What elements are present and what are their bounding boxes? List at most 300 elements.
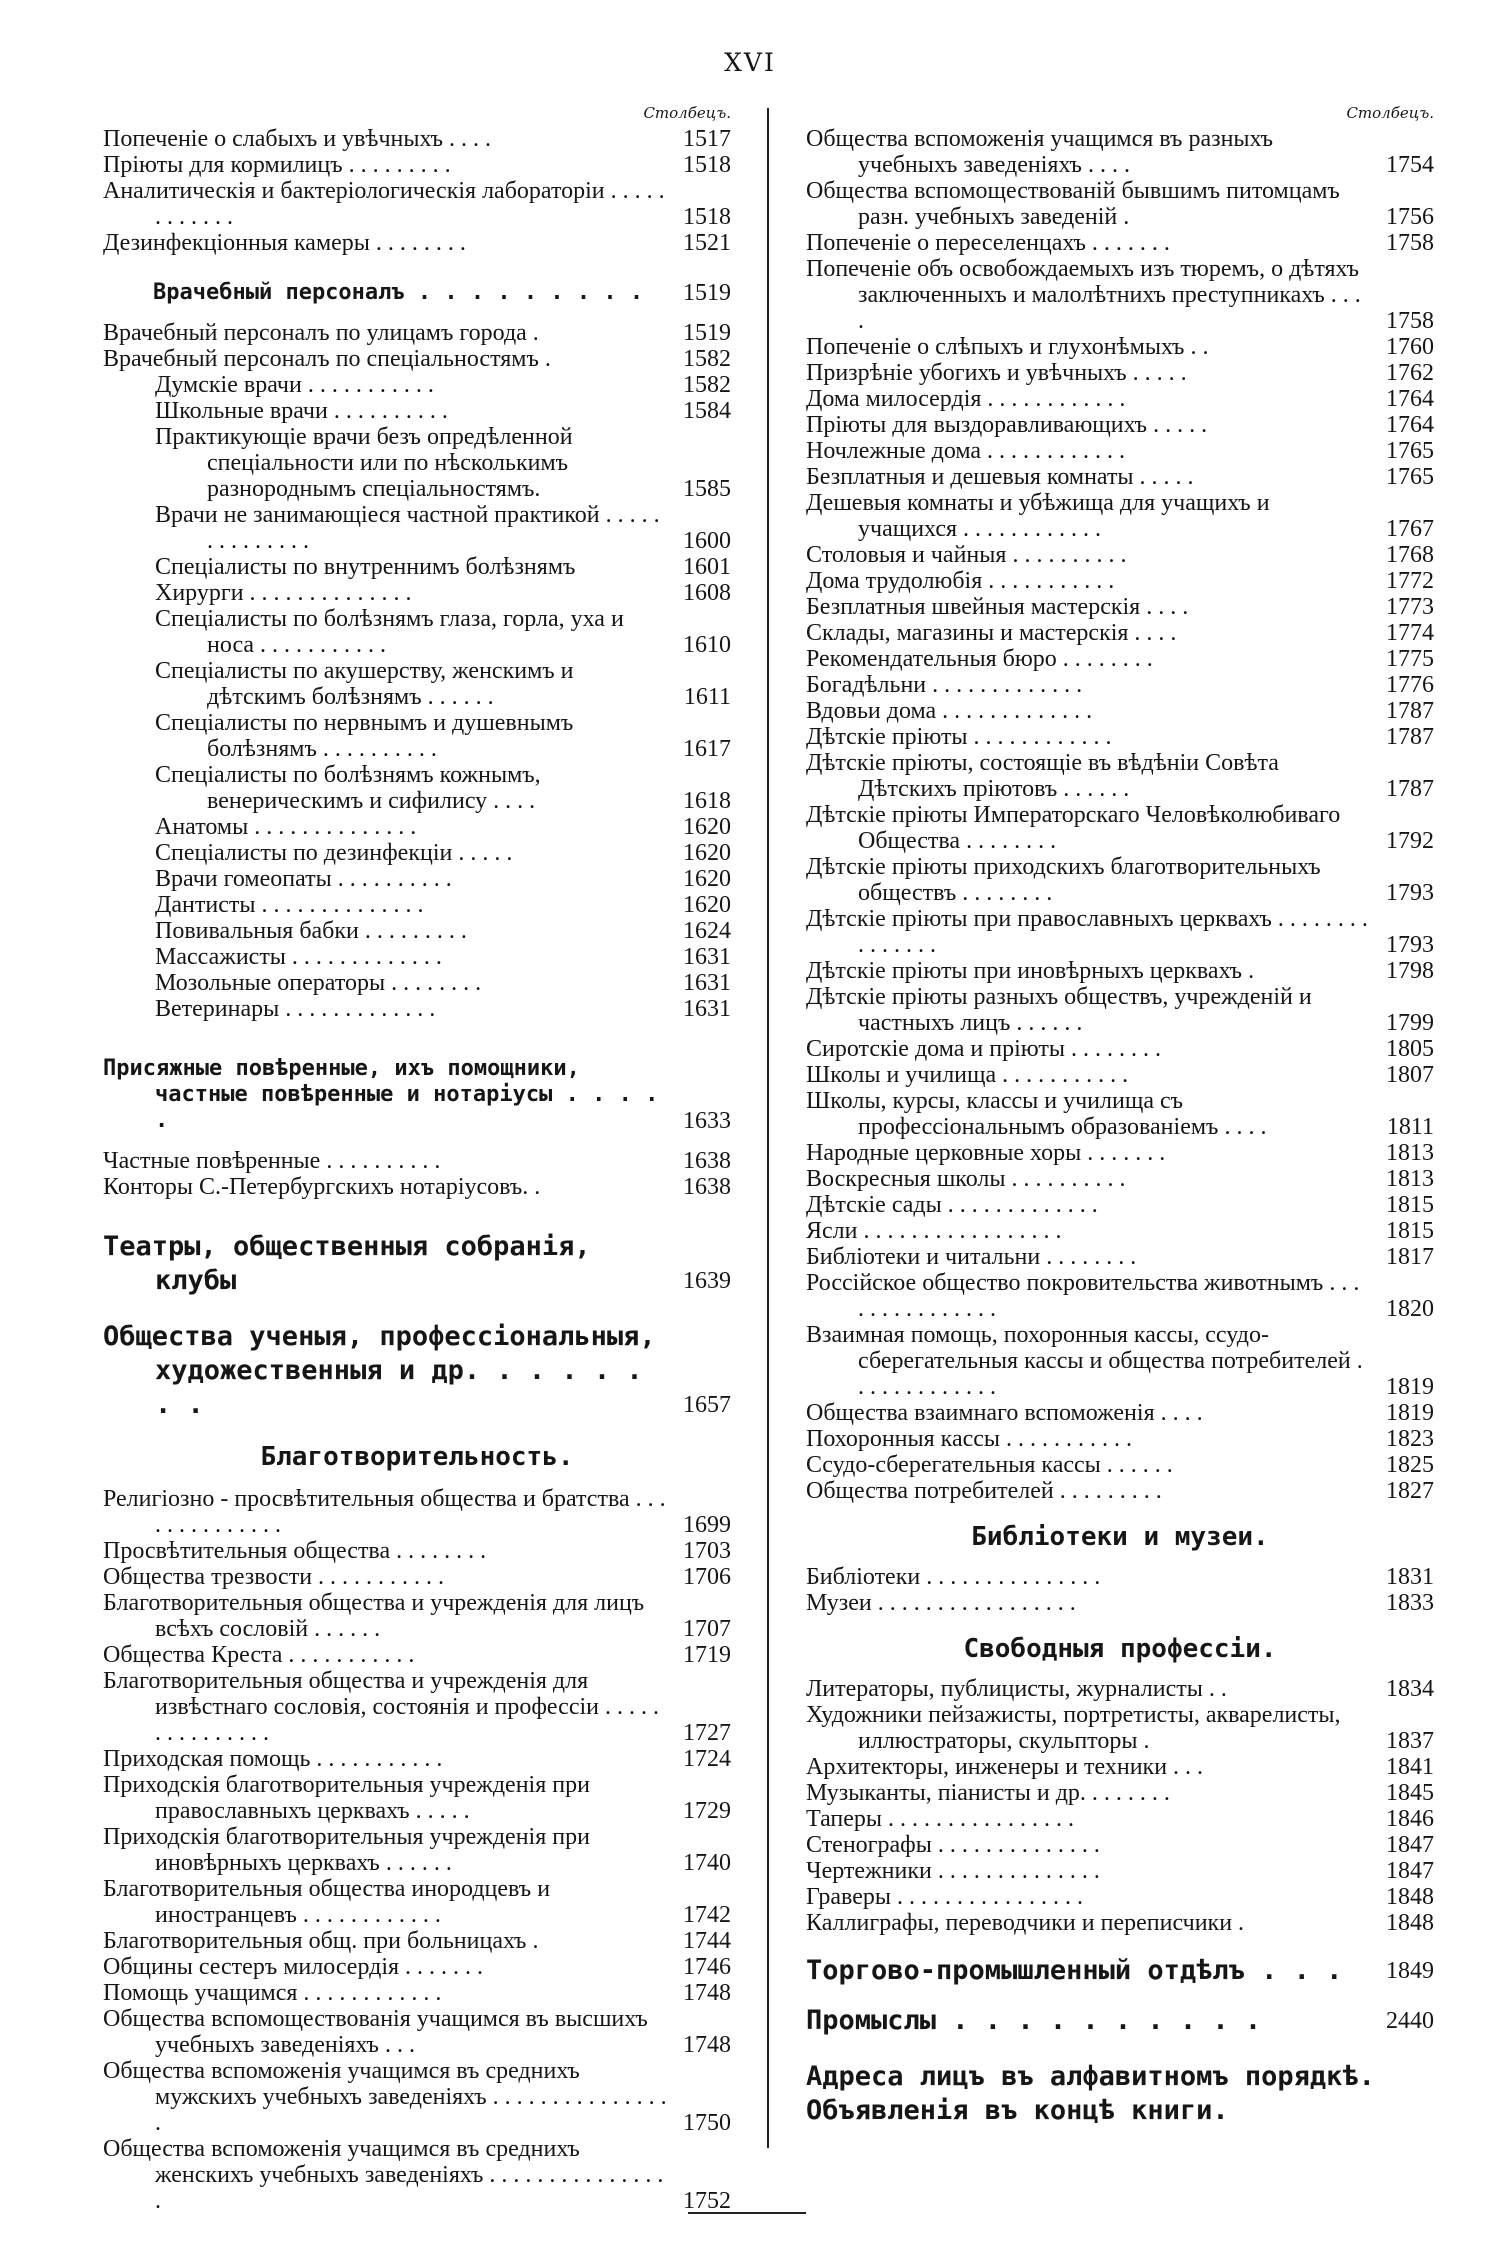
entry-title: Спеціалисты по болѣзнямъ глаза, горла, уха и носа . . . . . . . . . . . [155,606,624,658]
entry-column: 1752 [683,2188,731,2214]
entry-column: 1823 [1386,1426,1434,1452]
entry-column: 1748 [683,1980,731,2006]
entry-title: Приходскія благотворительныя учрежденія при иновѣрныхъ церквахъ . . . . . . [103,1824,590,1876]
entry-title: Дѣтскіе пріюты, состоящіе въ вѣдѣніи Совѣта Дѣтскихъ пріютовъ . . . . . . [806,750,1279,802]
entry-column: 1807 [1386,1062,1434,1088]
entry-title: Библіотеки . . . . . . . . . . . . . . . [806,1564,1101,1590]
entry-column: 1799 [1386,1010,1434,1036]
toc-entry [103,710,731,762]
toc-entry [806,1564,1434,1590]
entry-column: 1798 [1386,958,1434,984]
entry-column: 1638 [683,1148,731,1174]
toc-entry [103,892,731,918]
toc-entry [806,1754,1434,1780]
entry-column: 1620 [683,814,731,840]
toc-entry [103,1642,731,1668]
entry-column: 1600 [683,528,731,554]
toc-entry [806,1088,1434,1140]
entry-title: Общества взаимнаго вспоможенія . . . . [806,1400,1203,1426]
entry-column: 1846 [1386,1806,1434,1832]
toc-entry [806,178,1434,230]
entry-column: 1703 [683,1538,731,1564]
entry-title: Школы и училища . . . . . . . . . . . [806,1062,1129,1088]
toc-entry [806,412,1434,438]
entry-title: Спеціалисты по внутреннимъ болѣзнямъ [155,554,576,580]
entry-title: Безплатныя швейныя мастерскія . . . . [806,594,1189,620]
entry-column: 1819 [1386,1400,1434,1426]
toc-entry [103,152,731,178]
toc-entry [103,944,731,970]
toc-entry [806,984,1434,1036]
entry-title: Дома милосердія . . . . . . . . . . . . [806,386,1126,412]
toc-entry [806,1858,1434,1884]
entry-title: Попеченіе объ освобождаемыхъ изъ тюремъ, о дѣтяхъ заключенныхъ и малолѣтнихъ преступникахъ . . . . [806,256,1361,334]
entry-title: Общества вспомоществованія учащимся въ высшихъ учебныхъ заведеніяхъ . . . [103,2006,648,2058]
entry-column: 1706 [683,1564,731,1590]
entry-column: 1787 [1386,776,1434,802]
section-heading-charity: Благотворительность. [260,1442,574,1472]
entry-title: Дѣтскіе пріюты приходскихъ благотворительныхъ обществъ . . . . . . . . [806,854,1321,906]
toc-entry [806,1322,1434,1400]
entry-title: Безплатныя и дешевыя комнаты . . . . . [806,464,1194,490]
toc-entry [806,646,1434,672]
entry-column: 1620 [683,892,731,918]
toc-entry [806,594,1434,620]
entry-title: Попеченіе о слабыхъ и увѣчныхъ . . . . [103,126,491,152]
toc-entry [103,970,731,996]
entry-title: Ночлежные дома . . . . . . . . . . . . [806,438,1126,464]
entry-column: 1729 [683,1798,731,1824]
toc-entry [103,1876,731,1928]
entry-column: 1811 [1386,1114,1434,1140]
entry-title: Вдовьи дома . . . . . . . . . . . . . [806,698,1093,724]
section-heading-medical [103,280,731,306]
entry-column: 1601 [683,554,731,580]
entry-column: 1620 [683,840,731,866]
entry-column: 1620 [683,866,731,892]
toc-entry [806,698,1434,724]
entry-column: 1740 [683,1850,731,1876]
toc-entry [103,1148,731,1174]
entry-column: 1813 [1386,1140,1434,1166]
toc-entry [103,1590,731,1642]
toc-entry [806,672,1434,698]
entry-column: 1819 [1386,1374,1434,1400]
heading-column: 2440 [1386,2008,1434,2034]
entry-title: Общества вспомоществованій бывшимъ питомцамъ разн. учебныхъ заведеній . [806,178,1340,230]
entry-title: Попеченіе о слѣпыхъ и глухонѣмыхъ . . [806,334,1209,360]
toc-entry [806,1806,1434,1832]
entry-title: Общества трезвости . . . . . . . . . . . [103,1564,445,1590]
entry-title: Дешевыя комнаты и убѣжища для учащихъ и учащихся . . . . . . . . . . . . [806,490,1270,542]
section-heading-professions: Свободныя профессіи. [963,1634,1277,1664]
entry-column: 1584 [683,398,731,424]
toc-entry [806,1452,1434,1478]
toc-entry [806,438,1434,464]
entry-column: 1760 [1386,334,1434,360]
entry-title: Стенографы . . . . . . . . . . . . . . [806,1832,1100,1858]
entry-column: 1825 [1386,1452,1434,1478]
heading-title: Театры, общественныя собранія, клубы [103,1231,591,1296]
toc-entry [103,1486,731,1538]
entry-column: 1756 [1386,204,1434,230]
entry-title: Благотворительныя общ. при больницахъ . [103,1928,539,1954]
entry-title: Сиротскіе дома и пріюты . . . . . . . . [806,1036,1161,1062]
toc-entry [103,554,731,580]
heading-title: Присяжные повѣренные, ихъ помощники, частные повѣренные и нотаріусы . . . . . [103,1056,659,1133]
toc-entry [103,1564,731,1590]
page-number: XVI [724,48,776,77]
entry-column: 1776 [1386,672,1434,698]
entry-column: 1638 [683,1174,731,1200]
entry-title: Спеціалисты по нервнымъ и душевнымъ болѣзнямъ . . . . . . . . . . [155,710,574,762]
entry-column: 1518 [683,152,731,178]
entry-column: 1719 [683,1642,731,1668]
entry-title: Массажисты . . . . . . . . . . . . . [155,944,442,970]
toc-entry [806,1166,1434,1192]
entry-column: 1817 [1386,1244,1434,1270]
entry-column: 1758 [1386,308,1434,334]
entry-column: 1845 [1386,1780,1434,1806]
entry-title: Призрѣніе убогихъ и увѣчныхъ . . . . . [806,360,1187,386]
heading-column: 1849 [1386,1958,1434,1984]
entry-title: Литераторы, публицисты, журналисты . . [806,1676,1227,1702]
entry-title: Благотворительныя общества и учрежденія для лицъ всѣхъ сословій . . . . . . [103,1590,645,1642]
entry-column: 1847 [1386,1858,1434,1884]
toc-entry [806,490,1434,542]
toc-entry [806,1036,1434,1062]
heading-column: 1639 [683,1268,731,1294]
entry-title: Таперы . . . . . . . . . . . . . . . . [806,1806,1075,1832]
toc-entry [806,1140,1434,1166]
toc-entry [806,1884,1434,1910]
section-heading-attorneys [103,1056,731,1134]
entry-column: 1764 [1386,412,1434,438]
section-heading-commerce [806,1954,1434,1988]
column-divider [767,108,769,2148]
entry-column: 1831 [1386,1564,1434,1590]
toc-entry [806,724,1434,750]
entry-column: 1772 [1386,568,1434,594]
entry-title: Спеціалисты по акушерству, женскимъ и дѣтскимъ болѣзнямъ . . . . . . [155,658,574,710]
toc-entry [806,1426,1434,1452]
entry-column: 1767 [1386,516,1434,542]
entry-column: 1707 [683,1616,731,1642]
entry-column: 1764 [1386,386,1434,412]
entry-title: Ветеринары . . . . . . . . . . . . . [155,996,436,1022]
entry-title: Врачи гомеопаты . . . . . . . . . . [155,866,452,892]
toc-entry [806,906,1434,958]
entry-title: Общества вспоможенія учащимся въ среднихъ женскихъ учебныхъ заведеніяхъ . . . . . . . . . . . . . . . . [103,2136,664,2214]
entry-title: Ясли . . . . . . . . . . . . . . . . . [806,1218,1062,1244]
toc-entry [103,1928,731,1954]
entry-column: 1631 [683,970,731,996]
entry-title: Ссудо-сберегательныя кассы . . . . . . [806,1452,1173,1478]
entry-title: Дѣтскіе пріюты Императорскаго Человѣколюбиваго Общества . . . . . . . . [806,802,1341,854]
toc-entry [806,1780,1434,1806]
addresses-note: Адреса лицъ въ алфавитномъ порядкѣ. [806,2061,1375,2092]
toc-entry [103,2058,731,2136]
toc-entry [103,2006,731,2058]
entry-column: 1765 [1386,464,1434,490]
entry-column: 1841 [1386,1754,1434,1780]
toc-entry [103,1174,731,1200]
entry-title: Религіозно - просвѣтительныя общества и братства . . . . . . . . . . . . . . [103,1486,666,1538]
entry-column: 1792 [1386,828,1434,854]
entry-title: Воскресныя школы . . . . . . . . . . [806,1166,1126,1192]
entry-title: Спеціалисты по дезинфекціи . . . . . [155,840,513,866]
toc-entry [103,398,731,424]
entry-column: 1787 [1386,698,1434,724]
entry-column: 1847 [1386,1832,1434,1858]
entry-title: Приходскія благотворительныя учрежденія при православныхъ церквахъ . . . . . [103,1772,590,1824]
entry-column: 1631 [683,996,731,1022]
entry-title: Пріюты для выздоравливающихъ . . . . . [806,412,1208,438]
toc-entry [806,802,1434,854]
entry-column: 1631 [683,944,731,970]
toc-entry [103,1954,731,1980]
section-heading-trades [806,2004,1434,2038]
toc-entry [806,464,1434,490]
entry-column: 1746 [683,1954,731,1980]
entry-column: 1618 [683,788,731,814]
heading-title: Торгово-промышленный отдѣлъ . . . [806,1955,1343,1986]
entry-title: Повивальныя бабки . . . . . . . . . [155,918,467,944]
entry-title: Врачи не занимающіеся частной практикой . . . . . . . . . . . . . . [155,502,660,554]
entry-title: Пріюты для кормилицъ . . . . . . . . . [103,152,451,178]
entry-column: 1775 [1386,646,1434,672]
entry-column: 1585 [683,476,731,502]
entry-title: Благотворительныя общества и учрежденія для извѣстнаго сословія, состоянія и профессіи . . . . . . . . . . . . . . . [103,1668,659,1746]
entry-column: 1805 [1386,1036,1434,1062]
toc-entry [103,346,731,372]
entry-column: 1848 [1386,1910,1434,1936]
entry-column: 1820 [1386,1296,1434,1322]
entry-title: Граверы . . . . . . . . . . . . . . . . [806,1884,1083,1910]
entry-title: Дѣтскіе пріюты разныхъ обществъ, учрежденій и частныхъ лицъ . . . . . . [806,984,1312,1036]
toc-entry [103,840,731,866]
entry-title: Дантисты . . . . . . . . . . . . . . [155,892,424,918]
entry-title: Дѣтскіе пріюты при православныхъ церквахъ . . . . . . . . . . . . . . . [806,906,1368,958]
entry-title: Взаимная помощь, похоронныя кассы, ссудо-сберегательныя кассы и общества потребителей . . . . . . . . . . . . . [806,1322,1363,1400]
heading-column: 1633 [683,1108,731,1134]
entry-title: Дѣтскіе пріюты при иновѣрныхъ церквахъ . [806,958,1255,984]
column-label-left: Столбецъ. [643,104,731,122]
entry-title: Общества вспоможенія учащимся въ разныхъ учебныхъ заведеніяхъ . . . . [806,126,1274,178]
entry-title: Похоронныя кассы . . . . . . . . . . . [806,1426,1133,1452]
entry-column: 1773 [1386,594,1434,620]
left-column [103,100,731,2214]
toc-entry [103,1746,731,1772]
section-heading-libraries: Библіотеки и музеи. [971,1522,1269,1552]
entry-title: Каллиграфы, переводчики и переписчики . [806,1910,1245,1936]
entry-column: 1742 [683,1902,731,1928]
toc-entry [103,606,731,658]
entry-title: Аналитическія и бактеріологическія лабораторіи . . . . . . . . . . . . [103,178,665,230]
entry-column: 1754 [1386,152,1434,178]
entry-title: Попеченіе о переселенцахъ . . . . . . . [806,230,1170,256]
entry-title: Рекомендательныя бюро . . . . . . . . [806,646,1153,672]
toc-entry [806,126,1434,178]
entry-column: 1765 [1386,438,1434,464]
entry-column: 1768 [1386,542,1434,568]
entry-column: 1758 [1386,230,1434,256]
toc-entry [806,750,1434,802]
entry-title: Архитекторы, инженеры и техники . . . [806,1754,1204,1780]
section-heading-societies [103,1320,731,1422]
heading-title: Врачебный персоналъ . . . . . . . . . [153,280,644,305]
entry-title: Школьные врачи . . . . . . . . . . [155,398,448,424]
toc-entry [103,2136,731,2214]
entry-title: Общины сестеръ милосердія . . . . . . . [103,1954,484,1980]
toc-entry [103,658,731,710]
entry-title: Общества Креста . . . . . . . . . . . [103,1642,415,1668]
section-heading-theatres [103,1230,731,1298]
toc-entry [103,918,731,944]
entry-title: Дѣтскіе сады . . . . . . . . . . . . . [806,1192,1098,1218]
entry-column: 1774 [1386,620,1434,646]
toc-entry [103,178,731,230]
entry-column: 1793 [1386,880,1434,906]
heading-column: 1657 [683,1392,731,1418]
entry-title: Общества потребителей . . . . . . . . . [806,1478,1162,1504]
advertisements-note: Объявленія въ концѣ книги. [806,2095,1229,2126]
entry-title: Думскіе врачи . . . . . . . . . . . [155,372,434,398]
toc-entry [806,958,1434,984]
toc-entry [806,1910,1434,1936]
entry-title: Врачебный персоналъ по спеціальностямъ . [103,346,551,372]
entry-column: 1827 [1386,1478,1434,1504]
entry-title: Школы, курсы, классы и училища съ профессіональнымъ образованіемъ . . . . [806,1088,1267,1140]
toc-entry [103,996,731,1022]
toc-entry [103,230,731,256]
entry-title: Врачебный персоналъ по улицамъ города . [103,320,539,346]
entry-title: Россійское общество покровительства животнымъ . . . . . . . . . . . . . . . [806,1270,1360,1322]
entry-column: 1724 [683,1746,731,1772]
entry-title: Мозольные операторы . . . . . . . . [155,970,482,996]
entry-column: 1762 [1386,360,1434,386]
entry-column: 1617 [683,736,731,762]
toc-entry [103,502,731,554]
entry-title: Общества вспоможенія учащимся въ среднихъ мужскихъ учебныхъ заведеніяхъ . . . . . . . . . . . . . . . . [103,2058,667,2136]
entry-title: Дома трудолюбія . . . . . . . . . . . [806,568,1115,594]
entry-title: Склады, магазины и мастерскія . . . . [806,620,1177,646]
entry-column: 1610 [683,632,731,658]
toc-entry [806,1400,1434,1426]
toc-entry [103,814,731,840]
toc-entry [103,580,731,606]
entry-column: 1727 [683,1720,731,1746]
toc-entry [806,1702,1434,1754]
entry-column: 1611 [683,684,731,710]
toc-entry [103,372,731,398]
entry-title: Приходская помощь . . . . . . . . . . . [103,1746,443,1772]
entry-column: 1624 [683,918,731,944]
toc-entry [806,360,1434,386]
entry-title: Чертежники . . . . . . . . . . . . . . [806,1858,1100,1884]
toc-entry [806,1832,1434,1858]
right-column [806,100,1434,2128]
toc-entry [806,386,1434,412]
toc-entry [806,1218,1434,1244]
toc-entry [103,1772,731,1824]
entry-column: 1608 [683,580,731,606]
toc-entry [103,424,731,502]
toc-entry [806,1192,1434,1218]
toc-entry [806,334,1434,360]
entry-title: Библіотеки и читальни . . . . . . . . [806,1244,1137,1270]
entry-title: Музыканты, піанисты и др. . . . . . . . [806,1780,1170,1806]
toc-entry [103,320,731,346]
entry-column: 1834 [1386,1676,1434,1702]
entry-column: 1787 [1386,724,1434,750]
entry-column: 1582 [683,372,731,398]
toc-entry [806,568,1434,594]
column-label-right: Столбецъ. [1346,104,1434,122]
entry-title: Богадѣльни . . . . . . . . . . . . . [806,672,1083,698]
entry-column: 1521 [683,230,731,256]
entry-title: Народные церковные хоры . . . . . . . [806,1140,1166,1166]
entry-column: 1582 [683,346,731,372]
entry-column: 1748 [683,2032,731,2058]
entry-title: Хирурги . . . . . . . . . . . . . . [155,580,412,606]
toc-entry [806,1062,1434,1088]
entry-column: 1813 [1386,1166,1434,1192]
entry-title: Художники пейзажисты, портретисты, акварелисты, иллюстраторы, скульпторы . [806,1702,1341,1754]
entry-title: Практикующіе врачи безъ опредѣленной спеціальности или по нѣсколькимъ разнороднымъ спеціальностямъ. [155,424,573,502]
toc-entry [806,256,1434,334]
toc-entry [806,1244,1434,1270]
entry-title: Столовыя и чайныя . . . . . . . . . . [806,542,1127,568]
heading-title: Промыслы . . . . . . . . . . [806,2005,1262,2036]
entry-column: 1744 [683,1928,731,1954]
entry-column: 1833 [1386,1590,1434,1616]
entry-title: Музеи . . . . . . . . . . . . . . . . . [806,1590,1076,1616]
toc-entry [103,1824,731,1876]
entry-column: 1815 [1386,1218,1434,1244]
entry-column: 1793 [1386,932,1434,958]
entry-column: 1518 [683,204,731,230]
toc-entry [806,620,1434,646]
entry-column: 1519 [683,320,731,346]
toc-entry [103,126,731,152]
entry-column: 1848 [1386,1884,1434,1910]
toc-entry [806,1478,1434,1504]
entry-title: Просвѣтительныя общества . . . . . . . . [103,1538,487,1564]
entry-title: Частные повѣренные . . . . . . . . . . [103,1148,441,1174]
toc-entry [103,866,731,892]
entry-title: Спеціалисты по болѣзнямъ кожнымъ, венерическимъ и сифилису . . . . [155,762,541,814]
toc-entry [806,1590,1434,1616]
entry-title: Помощь учащимся . . . . . . . . . . . . [103,1980,442,2006]
toc-entry [103,1538,731,1564]
toc-entry [103,1668,731,1746]
entry-column: 1699 [683,1512,731,1538]
toc-entry [806,1270,1434,1322]
entry-title: Дѣтскіе пріюты . . . . . . . . . . . . [806,724,1112,750]
entry-column: 1517 [683,126,731,152]
toc-entry [806,230,1434,256]
toc-entry [806,854,1434,906]
entry-column: 1837 [1386,1728,1434,1754]
entry-title: Благотворительныя общества инородцевъ и иностранцевъ . . . . . . . . . . . . [103,1876,551,1928]
toc-entry [806,542,1434,568]
entry-column: 1815 [1386,1192,1434,1218]
toc-entry [806,1676,1434,1702]
toc-entry [103,762,731,814]
entry-title: Дезинфекціонныя камеры . . . . . . . . [103,230,466,256]
entry-column: 1750 [683,2110,731,2136]
